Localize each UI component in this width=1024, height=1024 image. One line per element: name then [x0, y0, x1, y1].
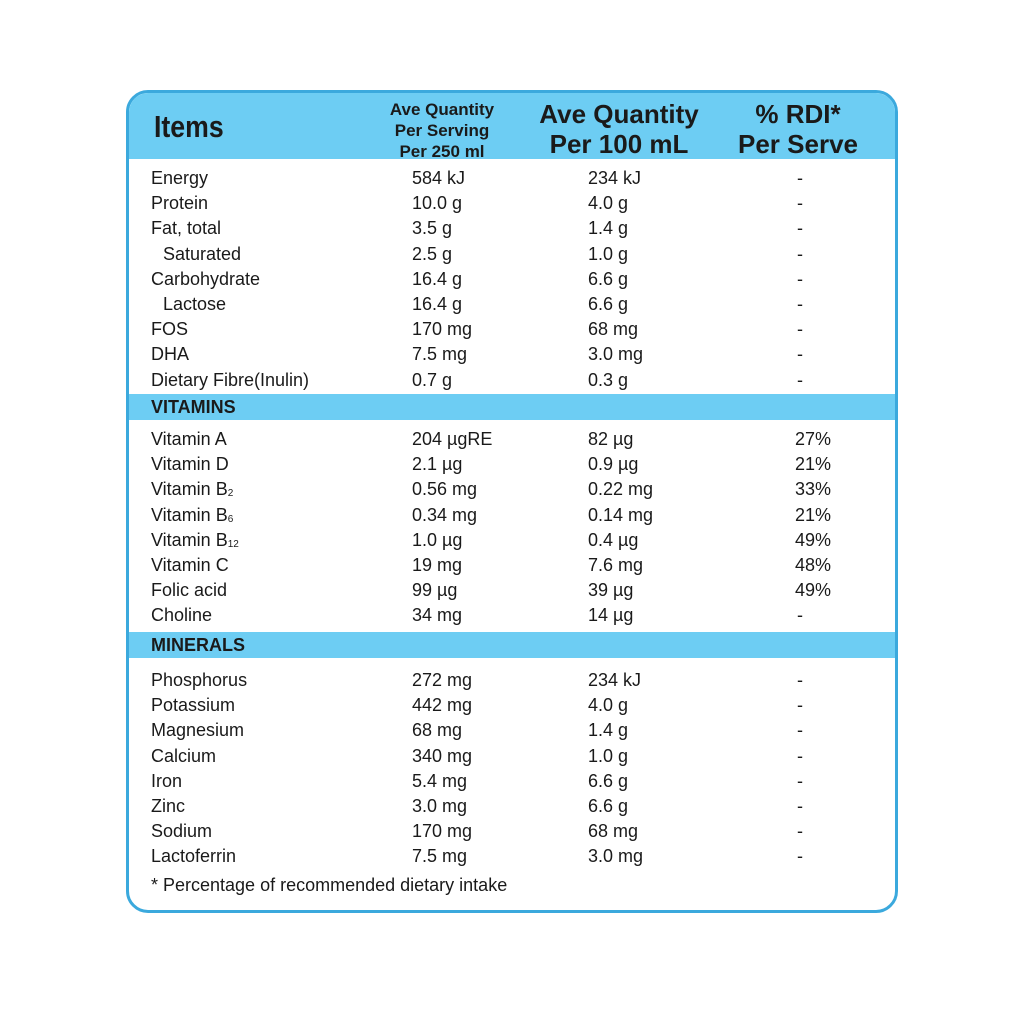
table-row	[129, 191, 895, 216]
nutrient-name-text: DHA	[151, 344, 190, 365]
per-serving-value: 0.34 mg	[412, 504, 478, 525]
per-100ml-value: 0.3 g	[588, 369, 629, 390]
nutrient-name	[151, 503, 233, 531]
per-serving-value: 10.0 g	[412, 193, 463, 214]
table-header	[129, 93, 895, 159]
per-100ml-value: 1.4 g	[588, 720, 629, 741]
header-items: Items	[154, 109, 224, 144]
vitamins-heading: VITAMINS	[151, 397, 236, 417]
nutrient-name	[151, 528, 239, 556]
per-serving-value: 340 mg	[412, 745, 473, 766]
nutrient-name-text: Fat, total	[151, 218, 222, 239]
table-row	[129, 452, 895, 477]
per-100ml-value: 82 µg	[588, 429, 634, 449]
minerals-band	[129, 632, 895, 658]
nutrient-name-text: Calcium	[151, 745, 217, 766]
rdi-value: -	[797, 193, 803, 214]
nutrient-name-text: Carbohydrate	[151, 268, 261, 289]
per-serving-value: 3.5 g	[412, 218, 453, 239]
rdi-value: 21%	[795, 454, 832, 475]
rdi-value: 49%	[795, 529, 832, 550]
per-serving-value: 16.4 g	[412, 294, 463, 314]
minerals-heading: MINERALS	[151, 635, 245, 655]
rdi-value: -	[797, 670, 803, 690]
table-row	[129, 668, 895, 693]
nutrient-name-text: Lactoferrin	[151, 846, 237, 867]
rdi-value: -	[797, 796, 803, 816]
per-100ml-value: 3.0 mg	[588, 344, 644, 365]
nutrient-name-text: Folic acid	[151, 580, 228, 601]
table-row	[129, 819, 895, 844]
rdi-value: -	[797, 268, 803, 289]
table-row	[129, 718, 895, 743]
per-100ml-value: 1.4 g	[588, 218, 629, 239]
rdi-value: 33%	[795, 479, 832, 500]
rdi-value: -	[797, 745, 803, 766]
nutrient-name	[151, 477, 233, 505]
rdi-value: -	[797, 821, 803, 842]
per-serving-value: 170 mg	[412, 821, 473, 842]
per-100ml-value: 234 kJ	[588, 168, 642, 188]
nutrient-name	[151, 769, 182, 794]
rdi-value: -	[797, 770, 803, 791]
per-serving-value: 442 mg	[412, 695, 473, 716]
nutrient-name	[151, 603, 212, 628]
header-rdi-line: Per Serve	[738, 129, 858, 159]
nutrient-name-text: Potassium	[151, 695, 236, 716]
rdi-value: -	[797, 344, 803, 365]
per-serving-value: 0.7 g	[412, 369, 453, 390]
header-per-serving-line: Ave Quantity	[389, 100, 495, 119]
per-serving-value: 7.5 mg	[412, 344, 468, 365]
per-100ml-value: 6.6 g	[588, 796, 629, 816]
table-row	[129, 267, 895, 292]
per-100ml-value: 39 µg	[588, 580, 634, 601]
nutrient-name	[163, 242, 241, 267]
table-row	[129, 503, 895, 528]
table-row	[129, 166, 895, 191]
per-serving-value: 34 mg	[412, 605, 463, 626]
table-row	[129, 342, 895, 367]
header-per-100ml	[529, 99, 709, 159]
nutrient-name	[151, 578, 227, 603]
per-serving-value: 0.56 mg	[412, 479, 478, 500]
per-100ml-value: 0.4 µg	[588, 529, 639, 550]
table-row	[129, 242, 895, 267]
table-row	[129, 317, 895, 342]
nutrient-name	[151, 166, 208, 191]
rdi-value: 48%	[795, 555, 832, 575]
nutrient-name	[151, 216, 221, 241]
rdi-value: -	[797, 218, 803, 239]
nutrient-name-text: Vitamin B	[151, 529, 228, 550]
rdi-value: 49%	[795, 580, 832, 601]
table-row	[129, 794, 895, 819]
per-serving-value: 3.0 mg	[412, 796, 468, 816]
per-serving-value: 7.5 mg	[412, 846, 468, 867]
per-serving-value: 68 mg	[412, 720, 463, 741]
per-serving-value: 272 mg	[412, 670, 473, 690]
rdi-value: -	[797, 605, 803, 626]
vitamins-band	[129, 394, 895, 420]
rdi-value: -	[797, 369, 803, 390]
nutrient-name	[151, 693, 235, 718]
nutrient-name-text: FOS	[151, 319, 189, 340]
per-serving-value: 584 kJ	[412, 168, 466, 188]
nutrient-name	[151, 744, 216, 769]
nutrient-name-text: Zinc	[151, 796, 186, 816]
header-per-100ml-line: Per 100 mL	[549, 129, 689, 159]
header-per-serving-line: Per Serving	[394, 121, 490, 140]
table-row	[129, 427, 895, 452]
per-100ml-value: 0.22 mg	[588, 479, 654, 500]
rdi-value: -	[797, 294, 803, 314]
nutrient-subscript: 12	[227, 538, 239, 550]
nutrient-name	[151, 553, 229, 578]
nutrient-name-text: Vitamin B	[151, 479, 228, 500]
per-100ml-value: 68 mg	[588, 319, 639, 340]
per-100ml-value: 0.14 mg	[588, 504, 654, 525]
per-serving-value: 204 µgRE	[412, 429, 493, 449]
table-row	[129, 744, 895, 769]
nutrient-name-text: Choline	[151, 605, 213, 626]
nutrient-name	[151, 452, 229, 477]
nutrient-name	[151, 718, 244, 743]
footnote: * Percentage of recommended dietary intake	[151, 875, 508, 895]
table-row	[129, 844, 895, 869]
header-per-serving	[377, 99, 507, 162]
nutrient-name-text: Dietary Fibre(Inulin)	[151, 369, 310, 390]
per-100ml-value: 1.0 g	[588, 243, 629, 264]
nutrient-name	[151, 317, 188, 342]
per-100ml-value: 4.0 g	[588, 695, 629, 716]
rdi-value: -	[797, 243, 803, 264]
nutrient-name	[151, 342, 189, 367]
nutrient-name	[163, 292, 226, 317]
per-serving-value: 2.5 g	[412, 243, 453, 264]
nutrient-name	[151, 844, 236, 869]
header-per-serving-line: Per 250 ml	[399, 142, 485, 161]
table-row	[129, 528, 895, 553]
nutrient-name-text: Vitamin D	[151, 454, 229, 475]
nutrient-name	[151, 794, 185, 819]
per-serving-value: 170 mg	[412, 319, 473, 340]
nutrient-name-text: Lactose	[163, 294, 227, 314]
nutrient-name	[151, 191, 208, 216]
table-row	[129, 477, 895, 502]
nutrient-name-text: Vitamin B	[151, 504, 228, 525]
header-rdi	[723, 99, 873, 159]
per-100ml-value: 1.0 g	[588, 745, 629, 766]
nutrient-name-text: Sodium	[151, 821, 213, 842]
rdi-value: -	[797, 695, 803, 716]
table-row	[129, 603, 895, 628]
per-serving-value: 2.1 µg	[412, 454, 463, 475]
rdi-value: 21%	[795, 504, 832, 525]
nutrient-subscript: 2	[227, 488, 234, 500]
table-row	[129, 292, 895, 317]
nutrition-panel	[126, 90, 898, 913]
per-100ml-value: 6.6 g	[588, 294, 629, 314]
rdi-value: -	[797, 846, 803, 867]
nutrient-name-text: Phosphorus	[151, 670, 248, 690]
nutrient-name	[151, 267, 260, 292]
nutrient-subscript: 6	[227, 513, 234, 525]
nutrient-name-text: Energy	[151, 168, 209, 188]
rdi-value: -	[797, 720, 803, 741]
nutrient-name-text: Saturated	[163, 243, 242, 264]
nutrient-name	[151, 368, 309, 393]
per-100ml-value: 14 µg	[588, 605, 634, 626]
rdi-value: 27%	[795, 429, 832, 449]
table-row	[129, 368, 895, 393]
nutrient-name-text: Magnesium	[151, 720, 245, 741]
table-row	[129, 769, 895, 794]
nutrient-name	[151, 427, 227, 452]
nutrient-name-text: Vitamin A	[151, 429, 227, 449]
per-serving-value: 5.4 mg	[412, 770, 468, 791]
per-100ml-value: 68 mg	[588, 821, 639, 842]
nutrient-name-text: Vitamin C	[151, 555, 229, 575]
nutrient-name	[151, 668, 247, 693]
table-row	[129, 693, 895, 718]
rdi-value: -	[797, 168, 803, 188]
nutrient-name	[151, 819, 212, 844]
per-100ml-value: 6.6 g	[588, 770, 629, 791]
table-row	[129, 578, 895, 603]
header-rdi-line: % RDI*	[755, 99, 841, 129]
per-100ml-value: 0.9 µg	[588, 454, 639, 475]
table-row	[129, 553, 895, 578]
nutrient-name-text: Protein	[151, 193, 209, 214]
table-row	[129, 216, 895, 241]
per-100ml-value: 7.6 mg	[588, 555, 644, 575]
per-100ml-value: 3.0 mg	[588, 846, 644, 867]
per-100ml-value: 234 kJ	[588, 670, 642, 690]
per-serving-value: 1.0 µg	[412, 529, 463, 550]
rdi-value: -	[797, 319, 803, 340]
per-100ml-value: 6.6 g	[588, 268, 629, 289]
nutrient-name-text: Iron	[151, 770, 183, 791]
per-serving-value: 99 µg	[412, 580, 458, 601]
per-100ml-value: 4.0 g	[588, 193, 629, 214]
per-serving-value: 16.4 g	[412, 268, 463, 289]
header-per-100ml-line: Ave Quantity	[539, 99, 699, 129]
per-serving-value: 19 mg	[412, 555, 463, 575]
